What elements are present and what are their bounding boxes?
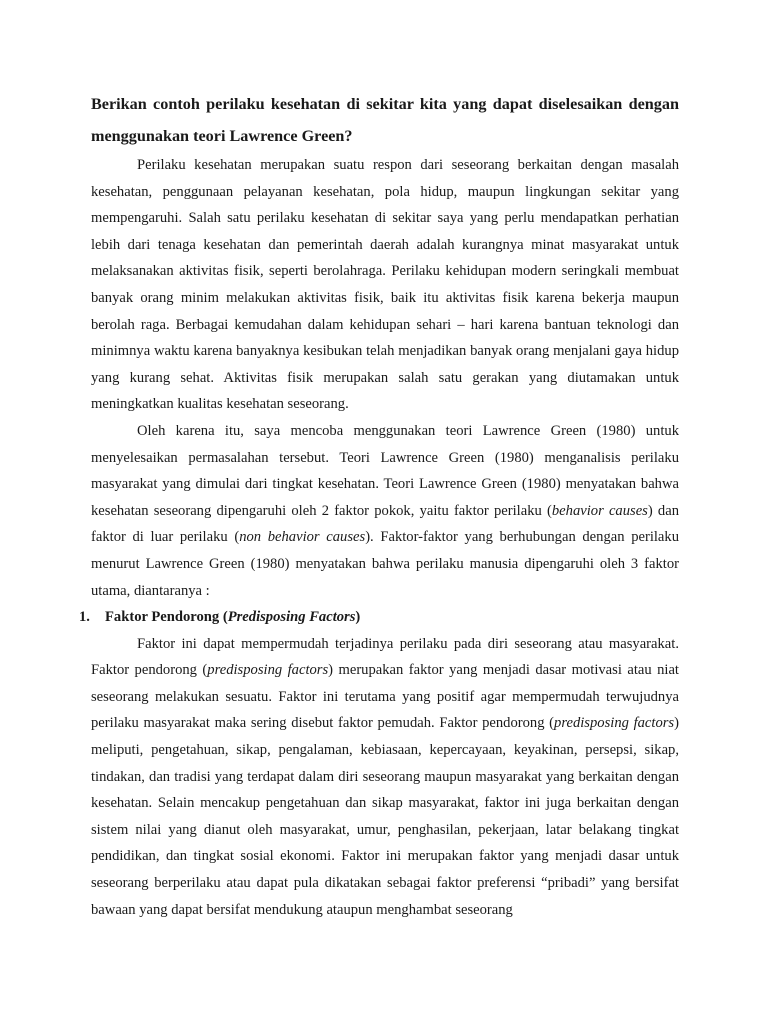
italic-term: non behavior causes xyxy=(239,529,366,546)
paragraph-text: Faktor ini dapat mempermudah terjadinya perilaku pada diri seseorang atau masyarakat. Faktor pendorong ( xyxy=(91,635,679,679)
paragraph-predisposing-factors xyxy=(91,631,679,924)
paragraph-health-behavior: Perilaku kesehatan merupakan suatu respon dari seseorang berkaitan dengan masalah kesehatan, penggunaan pelayanan kesehatan, pola hidup, maupun lingkungan sekitar yang mempengaruhi. Salah satu perilaku kesehatan di sekitar saya yang perlu mendapatkan perhatian lebih dari tenaga kesehatan dan pemerintah daerah adalah kurangnya minat masyarakat untuk melaksanakan aktivitas fisik, seperti berolahraga. Perilaku kehidupan modern seringkali membuat banyak orang minim melakukan aktivitas fisik, baik itu aktivitas fisik karena bekerja maupun berolah raga. Berbagai kemudahan dalam kehidupan sehari – hari karena bantuan teknologi dan minimnya waktu karena banyaknya kesibukan telah menjadikan banyak orang menjalani gaya hidup yang kurang sehat. Aktivitas fisik merupakan salah satu gerakan yang diutamakan untuk meningkatkan kualitas kesehatan seseorang. xyxy=(91,157,679,413)
italic-term: behavior causes xyxy=(551,502,648,519)
section-number: 1. xyxy=(79,609,90,626)
italic-term: predisposing factors xyxy=(554,715,675,732)
paragraph-text: ). Faktor-faktor yang berhubungan dengan perilaku menurut Lawrence Green (1980) menyatakan bahwa perilaku manusia dipengaruhi oleh 3 faktor utama, diantaranya : xyxy=(91,529,680,599)
paragraph-text: Oleh karena itu, saya mencoba menggunakan teori Lawrence Green (1980) untuk menyelesaikan permasalahan tersebut. Teori Lawrence Green (1980) menganalisis perilaku masyarakat yang dimulai dari tingkat kesehatan. Teori Lawrence Green (1980) menyatakan bahwa kesehatan seseorang dipengaruhi oleh 2 faktor pokok, yaitu faktor perilaku ( xyxy=(91,422,679,519)
paragraph-text: ) meliputi, pengetahuan, sikap, pengalaman, kebiasaan, kepercayaan, keyakinan, persepsi, sikap, tindakan, dan tradisi yang terdapat dalam diri seseorang maupun masyarakat yang berkaitan dengan kesehatan. Selain mencakup pengetahuan dan sikap masyarakat, faktor ini juga berkaitan dengan sistem nilai yang dianut oleh masyarakat, umur, penghasilan, pekerjaan, latar belakang tingkat pendidikan, dan tingkat sosial ekonomi. Faktor ini merupakan faktor yang menjadi dasar untuk seseorang berperilaku atau dapat pula dikatakan sebagai faktor preferensi “pribadi” yang bersifat bawaan yang dapat bersifat mendukung ataupun menghambat seseorang xyxy=(91,715,679,918)
section-heading-predisposing-factors xyxy=(79,604,679,631)
section-title-text: Faktor Pendorong ( xyxy=(105,609,228,626)
section-title-italic: Predisposing Factors xyxy=(227,609,356,626)
paragraph-text: ) merupakan faktor yang menjadi dasar motivasi atau niat seseorang melakukan sesuatu. Faktor ini terutama yang positif agar mempermudah terwujudnya perilaku masyarakat maka sering disebut faktor pemudah. Faktor pendorong ( xyxy=(91,662,679,732)
section-title-text: ) xyxy=(355,609,361,626)
document-title: Berikan contoh perilaku kesehatan di sekitar kita yang dapat diselesaikan dengan menggunakan teori Lawrence Green? xyxy=(91,95,679,145)
paragraph-text: ) dan faktor di luar perilaku ( xyxy=(91,502,679,546)
document-page xyxy=(79,88,680,923)
italic-term: predisposing factors xyxy=(207,662,329,679)
paragraph-lawrence-green-theory xyxy=(91,418,679,604)
